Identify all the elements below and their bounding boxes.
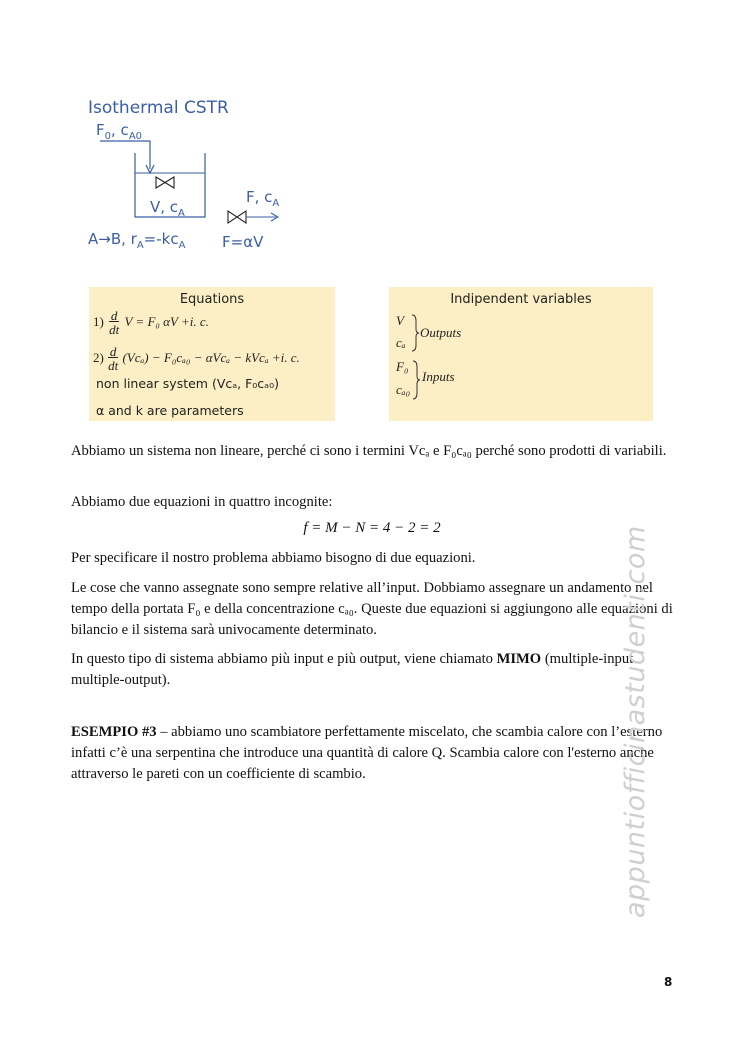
outputs-brace-icon	[410, 313, 420, 353]
eq1-derivative: d dt	[109, 308, 120, 337]
inlet-label-suba0: A0	[128, 131, 143, 142]
input-var-2: cₐ₀	[396, 382, 411, 397]
paragraph-mimo	[71, 649, 677, 691]
eq2-derivative: d dt	[108, 344, 119, 373]
output-var-1: V	[396, 313, 404, 328]
paragraph-example-3	[71, 722, 677, 785]
tank-label-main: V, c	[150, 198, 179, 216]
equation-2	[93, 345, 300, 373]
mimo-bold: MIMO	[496, 651, 542, 667]
inputs-brace-icon	[411, 359, 421, 401]
variables-title: Indipendent variables	[450, 292, 592, 307]
example-3-body: – abbiamo uno scambiatore perfettamente miscelato, che scambia calore con l’esterno infatti c’è una serpentina che introduce una quantità di calore Q. Scambia calore con l'esterno anche attraverso le pareti con un coefficiente di scambio.	[71, 724, 663, 782]
inputs-label: Inputs	[422, 369, 455, 384]
dof-formula: f = M − N = 4 − 2 = 2	[303, 520, 441, 536]
inlet-valve-icon	[156, 177, 174, 188]
outlet-label	[246, 188, 279, 209]
tank-label-sub: A	[178, 208, 185, 219]
inlet-label-f: F	[96, 121, 105, 139]
page-number: 8	[664, 975, 673, 989]
example-3-heading: ESEMPIO #3	[71, 724, 157, 740]
mimo-text-before: In questo tipo di sistema abbiamo più input e più output, viene chiamato	[71, 651, 497, 667]
equations-title: Equations	[179, 292, 245, 307]
variables-box	[389, 287, 653, 421]
cstr-diagram	[88, 135, 298, 230]
eq2-prefix: 2)	[93, 349, 104, 365]
reaction-main: A→B, r	[88, 230, 137, 248]
reaction-sub2: A	[178, 240, 186, 251]
diagram-title: Isothermal CSTR	[88, 98, 229, 118]
eq2-body: (Vcₐ) − F₀cₐ₀ − αVcₐ − kVcₐ +i. c.	[122, 349, 300, 365]
inlet-label-c: , c	[111, 121, 129, 139]
mimo-text-after: (multiple-input multiple-output).	[71, 651, 634, 688]
inlet-pipe	[100, 141, 150, 169]
output-var-2: cₐ	[396, 335, 406, 350]
paragraph-specify: Per specificare il nostro problema abbiamo bisogno di due equazioni.	[71, 550, 476, 566]
tank-label	[150, 198, 185, 219]
inlet-label-sub0: 0	[104, 131, 112, 142]
reaction-label	[88, 230, 185, 251]
paragraph-equations-count: Abbiamo due equazioni in quattro incognite:	[71, 494, 333, 510]
paragraph-inputs: Le cose che vanno assegnate sono sempre relative all’input. Dobbiamo assegnare un andamento nel tempo della portata F₀ e della concentrazione cₐ₀. Queste due equazioni si aggiungono alle equazioni di bilancio e il sistema sarà univocamente determinato.	[71, 580, 673, 638]
outlet-valve-icon	[228, 211, 246, 223]
reaction-sub1: A	[136, 240, 144, 251]
equation-1	[93, 309, 209, 337]
watermark: appuntiofficinastudenti.com	[620, 525, 651, 918]
eq1-prefix: 1)	[93, 313, 104, 329]
eq1-body: V = F₀ αV +i. c.	[124, 313, 209, 329]
paragraph-nonlinear: Abbiamo un sistema non lineare, perché ci sono i termini Vcₐ e F₀cₐ₀ perché sono prodotti di variabili.	[71, 443, 667, 459]
input-var-1: F₀	[396, 359, 409, 374]
outputs-label: Outputs	[420, 325, 462, 340]
outflow-law: F=αV	[222, 233, 264, 251]
reaction-mid: =-kc	[143, 230, 179, 248]
outlet-label-main: F, c	[246, 188, 273, 206]
equations-box	[89, 287, 335, 421]
nonlinear-note: non linear system (Vcₐ, F₀cₐ₀)	[96, 376, 279, 391]
parameters-note: α and k are parameters	[96, 403, 244, 418]
outlet-label-sub: A	[272, 198, 280, 209]
